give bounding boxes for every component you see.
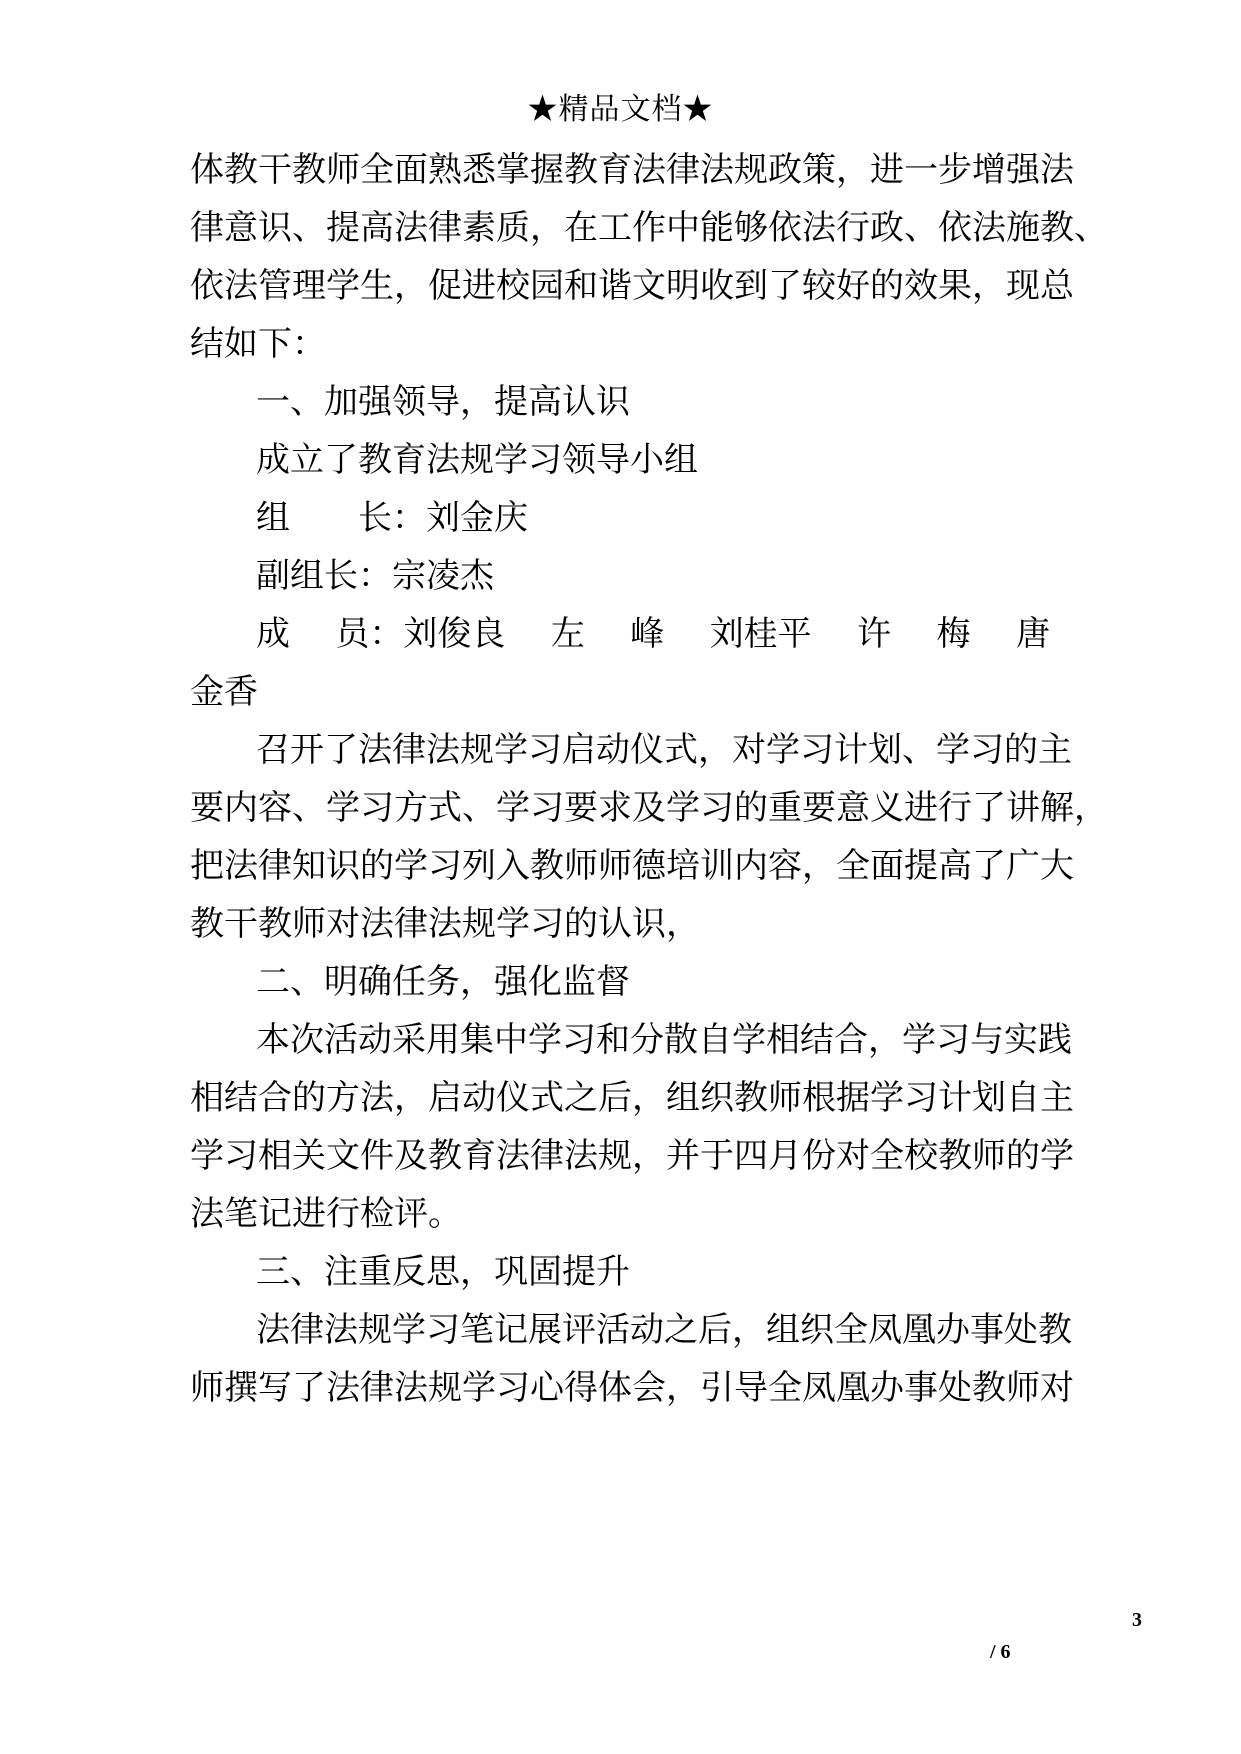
- deputy-leader-line: 副组长：宗凌杰: [256, 556, 494, 596]
- body-line: 把法律知识的学习列入教师师德培训内容，全面提高了广大: [190, 846, 1074, 886]
- section-heading: 一、加强领导，提高认识: [256, 382, 630, 422]
- body-line: 学习相关文件及教育法律法规，并于四月份对全校教师的学: [190, 1136, 1074, 1176]
- member-name: 员：刘俊良: [335, 614, 506, 654]
- page-number: 3: [1132, 1609, 1142, 1631]
- body-line: 律意识、提高法律素质，在工作中能够依法行政、依法施教、: [190, 208, 1108, 248]
- page-total: / 6: [990, 1641, 1011, 1663]
- member-name: 峰: [630, 614, 665, 654]
- body-line: 教干教师对法律法规学习的认识，: [190, 904, 700, 944]
- member-name: 梅: [936, 614, 971, 654]
- member-name: 唐: [1015, 614, 1050, 654]
- body-line: 依法管理学生，促进校园和谐文明收到了较好的效果，现总: [190, 266, 1074, 306]
- body-line: 法律法规学习笔记展评活动之后，组织全凤凰办事处教: [256, 1310, 1072, 1350]
- body-line: 金香: [190, 672, 258, 712]
- section-heading: 二、明确任务，强化监督: [256, 962, 630, 1002]
- body-line: 相结合的方法，启动仪式之后，组织教师根据学习计划自主: [190, 1078, 1074, 1118]
- body-line: 召开了法律法规学习启动仪式，对学习计划、学习的主: [256, 730, 1072, 770]
- members-line: [256, 612, 1050, 656]
- body-line: 结如下：: [190, 324, 326, 364]
- section-heading: 三、注重反思，巩固提升: [256, 1252, 630, 1292]
- body-line: 师撰写了法律法规学习心得体会，引导全凤凰办事处教师对: [190, 1368, 1074, 1408]
- members-label: 成: [256, 614, 290, 654]
- body-line: 成立了教育法规学习领导小组: [256, 440, 698, 480]
- body-line: 要内容、学习方式、学习要求及学习的重要意义进行了讲解，: [190, 788, 1108, 828]
- body-line: 本次活动采用集中学习和分散自学相结合，学习与实践: [256, 1020, 1072, 1060]
- member-name: 许: [857, 614, 892, 654]
- page-header: ★精品文档★: [527, 92, 714, 127]
- member-name: 刘桂平: [709, 614, 812, 654]
- member-name: 左: [550, 614, 585, 654]
- body-line: 体教干教师全面熟悉掌握教育法律法规政策，进一步增强法: [190, 150, 1074, 190]
- body-line: 法笔记进行检评。: [190, 1194, 462, 1234]
- leader-line: 组 长：刘金庆: [256, 498, 528, 538]
